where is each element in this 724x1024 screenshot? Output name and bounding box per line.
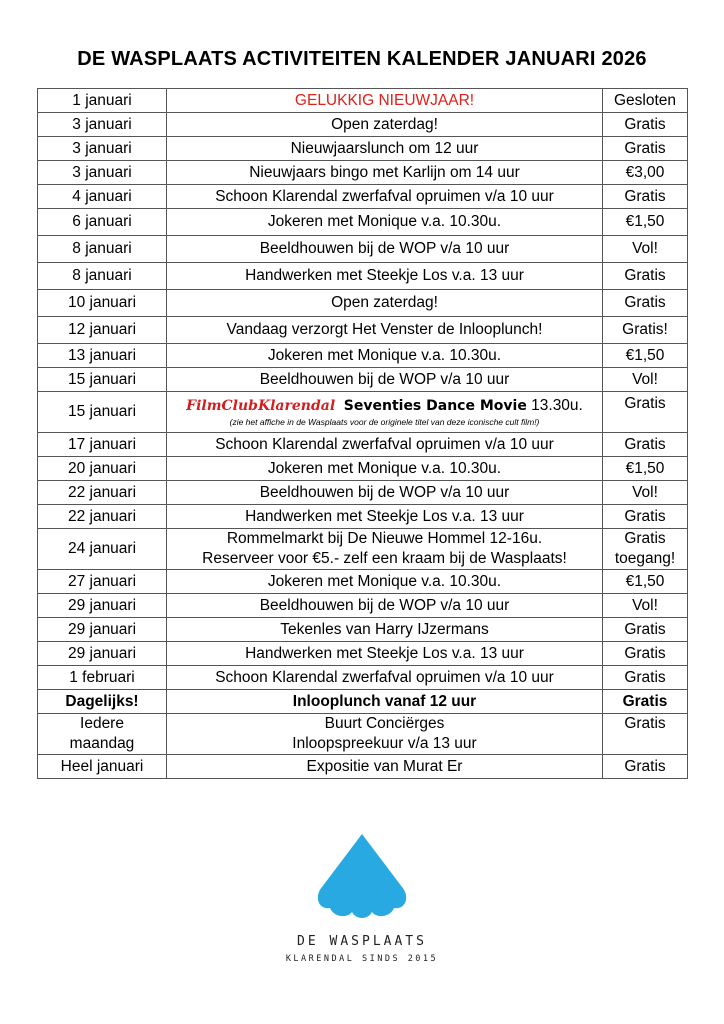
date-cell <box>38 570 167 594</box>
price-cell <box>603 529 688 570</box>
price-cell <box>603 690 688 714</box>
activity-text-2: Reserveer voor €5.- zelf een kraam bij de Wasplaats! <box>202 550 567 567</box>
table-row <box>38 161 688 185</box>
activity-cell <box>167 392 603 433</box>
table-row <box>38 236 688 263</box>
table-row <box>38 89 688 113</box>
price-text: Gratis <box>624 435 666 453</box>
date-text: 29 januari <box>67 596 137 614</box>
date-text: Heel januari <box>60 757 144 775</box>
date-cell <box>38 392 167 433</box>
table-row <box>38 392 688 433</box>
table-row <box>38 185 688 209</box>
activity-cell <box>167 642 603 666</box>
table-row <box>38 666 688 690</box>
date-text: 15 januari <box>67 403 137 420</box>
activity-cell <box>167 113 603 137</box>
table-row <box>38 755 688 779</box>
table-row <box>38 290 688 317</box>
date-text: 12 januari <box>67 321 137 338</box>
price-text: Gratis <box>624 620 666 638</box>
activity-text: Jokeren met Monique v.a. 10.30u. <box>267 572 502 590</box>
activity-cell <box>167 236 603 263</box>
activity-text: Handwerken met Steekje Los v.a. 13 uur <box>245 644 524 662</box>
activity-cell <box>167 529 603 570</box>
date-cell <box>38 113 167 137</box>
price-cell <box>603 714 688 755</box>
price-cell <box>603 642 688 666</box>
page-title: DE WASPLAATS ACTIVITEITEN KALENDER JANUARI 2026 <box>77 48 647 70</box>
date-cell <box>38 209 167 236</box>
price-cell <box>603 666 688 690</box>
activity-text: Rommelmarkt bij De Nieuwe Hommel 12-16u. <box>226 530 543 547</box>
table-row <box>38 344 688 368</box>
activity-text: Open zaterdag! <box>331 294 438 311</box>
movie-time: 13.30u. <box>531 397 583 414</box>
price-cell <box>603 594 688 618</box>
price-text: Gratis <box>624 267 666 284</box>
date-text: 6 januari <box>72 213 132 230</box>
activity-cell <box>167 457 603 481</box>
price-cell <box>603 481 688 505</box>
date-cell <box>38 368 167 392</box>
activity-text: Jokeren met Monique v.a. 10.30u. <box>267 459 502 477</box>
price-cell <box>603 263 688 290</box>
logo-name: DE WASPLAATS <box>297 934 427 949</box>
price-text: Gratis <box>624 139 666 157</box>
table-row <box>38 481 688 505</box>
date-text: 13 januari <box>67 346 137 364</box>
activity-cell <box>167 505 603 529</box>
price-cell <box>603 209 688 236</box>
date-text: 8 januari <box>72 240 132 257</box>
price-cell <box>603 755 688 779</box>
activity-cell <box>167 89 603 113</box>
price-cell <box>603 570 688 594</box>
date-text: 3 januari <box>72 115 132 133</box>
activity-text: Nieuwjaarslunch om 12 uur <box>290 139 479 157</box>
logo-tagline: KLARENDAL SINDS 2015 <box>285 954 439 964</box>
date-text: 8 januari <box>72 267 132 284</box>
date-text: 3 januari <box>72 163 132 181</box>
activity-text: GELUKKIG NIEUWJAAR! <box>294 91 475 109</box>
date-cell <box>38 594 167 618</box>
price-cell <box>603 317 688 344</box>
price-cell <box>603 113 688 137</box>
date-cell <box>38 755 167 779</box>
date-text: 24 januari <box>67 540 137 557</box>
activity-cell <box>167 755 603 779</box>
date-cell <box>38 344 167 368</box>
price-text: Gratis <box>624 668 666 686</box>
price-cell <box>603 368 688 392</box>
activity-text: Jokeren met Monique v.a. 10.30u. <box>267 213 502 230</box>
date-cell <box>38 185 167 209</box>
activity-text: Beeldhouwen bij de WOP v/a 10 uur <box>259 596 510 614</box>
price-cell <box>603 89 688 113</box>
table-row <box>38 317 688 344</box>
date-cell <box>38 714 167 755</box>
price-cell <box>603 344 688 368</box>
activity-cell <box>167 317 603 344</box>
price-cell <box>603 505 688 529</box>
date-text: 1 januari <box>72 91 132 109</box>
price-text: Gratis <box>624 395 666 412</box>
price-cell <box>603 185 688 209</box>
activity-text: Jokeren met Monique v.a. 10.30u. <box>267 346 502 364</box>
date-text: 17 januari <box>67 435 137 453</box>
activity-text: Nieuwjaars bingo met Karlijn om 14 uur <box>249 163 520 181</box>
date-cell <box>38 317 167 344</box>
table-row <box>38 570 688 594</box>
date-text: 27 januari <box>67 572 137 590</box>
film-club-logo-text: FilmClubKlarendal <box>186 398 336 414</box>
date-cell <box>38 290 167 317</box>
date-text: 4 januari <box>72 187 132 205</box>
price-text: Gratis! <box>622 321 668 338</box>
table-row <box>38 137 688 161</box>
table-row <box>38 618 688 642</box>
date-text: 29 januari <box>67 644 137 662</box>
date-cell <box>38 457 167 481</box>
price-cell <box>603 433 688 457</box>
activity-text: Beeldhouwen bij de WOP v/a 10 uur <box>259 483 510 501</box>
price-text: Gratis <box>622 692 668 710</box>
table-row <box>38 263 688 290</box>
price-text: Gratis <box>624 644 666 662</box>
date-text: 20 januari <box>67 459 137 477</box>
activity-cell <box>167 263 603 290</box>
price-text: €1,50 <box>625 213 665 230</box>
date-cell <box>38 481 167 505</box>
activity-text: Handwerken met Steekje Los v.a. 13 uur <box>245 267 524 284</box>
table-row <box>38 457 688 481</box>
activity-text: Vandaag verzorgt Het Venster de Inlooplunch! <box>226 321 543 338</box>
date-text: Dagelijks! <box>65 692 139 710</box>
table-row <box>38 529 688 570</box>
movie-note: (zie het affiche in de Wasplaats voor de originele titel van deze iconische cult film!) <box>229 417 540 427</box>
date-text: 15 januari <box>67 370 137 388</box>
activity-cell <box>167 714 603 755</box>
date-text: Iedere <box>80 715 124 732</box>
date-cell <box>38 161 167 185</box>
date-cell <box>38 642 167 666</box>
date-cell <box>38 505 167 529</box>
price-cell <box>603 236 688 263</box>
price-text: Gratis <box>624 187 666 205</box>
table-row <box>38 505 688 529</box>
price-text: Gratis <box>624 115 666 133</box>
price-cell <box>603 290 688 317</box>
date-cell <box>38 137 167 161</box>
date-text: 22 januari <box>67 483 137 501</box>
activity-text: Schoon Klarendal zwerfafval opruimen v/a 10 uur <box>215 435 554 453</box>
activity-cell <box>167 433 603 457</box>
price-text: Vol! <box>632 483 658 501</box>
activity-text: Beeldhouwen bij de WOP v/a 10 uur <box>259 240 510 257</box>
price-cell <box>603 137 688 161</box>
activity-cell <box>167 290 603 317</box>
date-cell <box>38 618 167 642</box>
date-text: 3 januari <box>72 139 132 157</box>
date-text: 10 januari <box>67 294 137 311</box>
activity-text: Schoon Klarendal zwerfafval opruimen v/a 10 uur <box>215 187 554 205</box>
activity-cell <box>167 185 603 209</box>
activity-cell <box>167 570 603 594</box>
price-text: Gratis <box>624 294 666 311</box>
activity-cell <box>167 690 603 714</box>
price-text: Gratis <box>624 757 666 775</box>
table-row <box>38 714 688 755</box>
price-text-2: toegang! <box>614 550 676 567</box>
activity-cell <box>167 368 603 392</box>
activity-text: Handwerken met Steekje Los v.a. 13 uur <box>245 507 524 525</box>
date-text: 29 januari <box>67 620 137 638</box>
activity-text: Open zaterdag! <box>331 115 438 133</box>
activity-cell <box>167 344 603 368</box>
table-row <box>38 209 688 236</box>
table-row <box>38 690 688 714</box>
activity-text: Expositie van Murat Er <box>306 757 463 775</box>
activity-calendar-table <box>37 88 688 779</box>
date-cell <box>38 666 167 690</box>
price-text: €1,50 <box>625 346 665 364</box>
activity-cell <box>167 137 603 161</box>
activity-cell <box>167 161 603 185</box>
price-cell <box>603 161 688 185</box>
price-text: Gratis <box>624 507 666 525</box>
price-text: Vol! <box>632 240 658 257</box>
water-drop-logo-icon <box>312 832 412 918</box>
date-text: 22 januari <box>67 507 137 525</box>
price-text: Gesloten <box>613 91 677 109</box>
date-cell <box>38 690 167 714</box>
activity-text: Inlooplunch vanaf 12 uur <box>292 692 477 710</box>
activity-text: Tekenles van Harry IJzermans <box>280 620 489 638</box>
activity-text: Beeldhouwen bij de WOP v/a 10 uur <box>259 370 510 388</box>
price-text: Gratis <box>624 530 666 547</box>
activity-text: Buurt Conciërges <box>324 715 445 732</box>
date-cell <box>38 89 167 113</box>
table-row <box>38 113 688 137</box>
price-text: Gratis <box>624 715 666 732</box>
date-cell <box>38 433 167 457</box>
date-text-2: maandag <box>69 735 135 752</box>
date-cell <box>38 263 167 290</box>
price-text: Vol! <box>632 596 658 614</box>
movie-title: Seventies Dance Movie <box>343 398 527 414</box>
activity-text: Schoon Klarendal zwerfafval opruimen v/a 10 uur <box>215 668 554 686</box>
price-text: €1,50 <box>625 572 665 590</box>
table-row <box>38 433 688 457</box>
price-text: €1,50 <box>625 459 665 477</box>
date-cell <box>38 236 167 263</box>
price-text: €3,00 <box>625 163 665 181</box>
activity-cell <box>167 209 603 236</box>
activity-cell <box>167 618 603 642</box>
price-cell <box>603 618 688 642</box>
table-row <box>38 594 688 618</box>
activity-text-2: Inloopspreekuur v/a 13 uur <box>292 735 477 752</box>
activity-cell <box>167 666 603 690</box>
table-row <box>38 368 688 392</box>
date-cell <box>38 529 167 570</box>
price-text: Vol! <box>632 370 658 388</box>
activity-cell <box>167 481 603 505</box>
activity-cell <box>167 594 603 618</box>
table-row <box>38 642 688 666</box>
price-cell <box>603 392 688 433</box>
date-text: 1 februari <box>69 668 135 686</box>
price-cell <box>603 457 688 481</box>
